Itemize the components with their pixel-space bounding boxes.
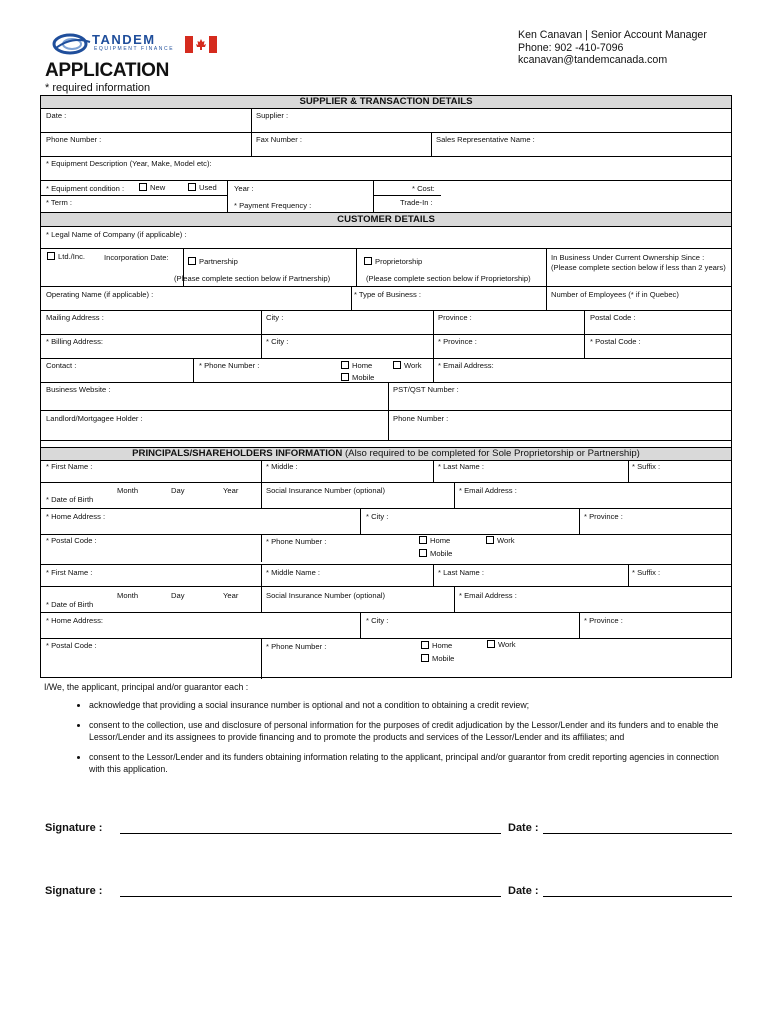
p1-dob-field[interactable]: * Date of Birth: [46, 495, 94, 504]
checkbox-icon[interactable]: [139, 183, 147, 191]
application-form: [40, 95, 732, 678]
proprietorship-note: (Please complete section below if Proprietorship): [366, 274, 531, 283]
logo-wordmark: TANDEM: [92, 32, 156, 47]
p2-home-address-field[interactable]: * Home Address:: [46, 616, 103, 625]
partnership-option[interactable]: Partnership: [188, 257, 238, 266]
ltd-inc-option[interactable]: Ltd./Inc.: [47, 252, 85, 261]
p1-mobile-option[interactable]: Mobile: [419, 549, 452, 558]
checkbox-icon[interactable]: [188, 257, 196, 265]
ownership-note: (Please complete section below if less than 2 years): [551, 263, 726, 272]
p2-last-name-field[interactable]: * Last Name :: [438, 568, 485, 577]
checkbox-icon[interactable]: [421, 654, 429, 662]
p1-middle-field[interactable]: * Middle :: [266, 462, 298, 471]
payment-frequency-field[interactable]: * Payment Frequency :: [234, 201, 312, 210]
signature-line-1[interactable]: [120, 833, 501, 834]
mailing-postal-code-field[interactable]: Postal Code :: [590, 313, 636, 322]
date-label-2: Date :: [508, 885, 539, 897]
p1-month: Month: [117, 486, 139, 495]
billing-address-field[interactable]: * Billing Address:: [46, 337, 103, 346]
consent-list: [44, 700, 734, 776]
p2-month: Month: [117, 591, 139, 600]
contact-email-field[interactable]: * Email Address:: [438, 361, 494, 370]
signature-line-2[interactable]: [120, 896, 501, 897]
contact-home-option[interactable]: Home: [341, 361, 372, 370]
contact-info: [518, 29, 707, 67]
checkbox-icon[interactable]: [487, 640, 495, 648]
checkbox-icon[interactable]: [419, 549, 427, 557]
billing-postal-code-field[interactable]: * Postal Code :: [590, 337, 641, 346]
page-title: APPLICATION: [45, 60, 170, 81]
p2-city-field[interactable]: * City :: [366, 616, 389, 625]
mailing-address-field[interactable]: Mailing Address :: [46, 313, 104, 322]
checkbox-icon[interactable]: [421, 641, 429, 649]
logo-subtext: EQUIPMENT FINANCE: [94, 46, 175, 52]
type-of-business-field[interactable]: * Type of Business :: [354, 290, 421, 299]
checkbox-icon[interactable]: [486, 536, 494, 544]
fax-field[interactable]: Fax Number :: [256, 135, 302, 144]
supplier-section-heading: SUPPLIER & TRANSACTION DETAILS: [41, 96, 731, 108]
year-field[interactable]: Year :: [234, 184, 254, 193]
website-field[interactable]: Business Website :: [46, 385, 111, 394]
p1-first-name-field[interactable]: * First Name :: [46, 462, 93, 471]
required-note: * required information: [45, 82, 151, 94]
mailing-province-field[interactable]: Province :: [438, 313, 472, 322]
billing-province-field[interactable]: * Province :: [438, 337, 477, 346]
legal-name-field[interactable]: * Legal Name of Company (if applicable) :: [46, 230, 187, 239]
partnership-note: (Please complete section below if Partnership): [174, 274, 331, 283]
trade-in-field[interactable]: Trade-In :: [400, 198, 433, 207]
contact-field[interactable]: Contact :: [46, 361, 77, 370]
contact-work-option[interactable]: Work: [393, 361, 422, 370]
supplier-field[interactable]: Supplier :: [256, 111, 289, 120]
p2-province-field[interactable]: * Province :: [584, 616, 623, 625]
checkbox-icon[interactable]: [47, 252, 55, 260]
signature-label-1: Signature :: [45, 822, 103, 834]
contact-phone: Phone: 902 -410-7096: [518, 41, 624, 54]
p1-home-option[interactable]: Home: [419, 536, 450, 545]
proprietorship-option[interactable]: Proprietorship: [364, 257, 422, 266]
p1-year: Year: [223, 486, 239, 495]
p2-sin-field[interactable]: Social Insurance Number (optional): [266, 591, 386, 600]
condition-new-option[interactable]: New: [139, 183, 165, 192]
contact-phone-field[interactable]: * Phone Number :: [199, 361, 260, 370]
p2-work-option[interactable]: Work: [487, 640, 516, 649]
checkbox-icon[interactable]: [419, 536, 427, 544]
p2-year: Year: [223, 591, 239, 600]
p1-postal-code-field[interactable]: * Postal Code :: [46, 536, 97, 545]
p1-last-name-field[interactable]: * Last Name :: [438, 462, 485, 471]
landlord-phone-field[interactable]: Phone Number :: [393, 414, 449, 423]
p2-phone-field[interactable]: * Phone Number :: [266, 642, 327, 651]
sales-rep-field[interactable]: Sales Representative Name :: [436, 135, 535, 144]
p1-sin-field[interactable]: Social Insurance Number (optional): [266, 486, 386, 495]
consent-section: [44, 682, 734, 784]
principals-section-heading: PRINCIPALS/SHAREHOLDERS INFORMATION (Also required to be completed for Sole Proprietorship or Partnership): [41, 447, 731, 460]
date-line-2[interactable]: [543, 896, 732, 897]
consent-intro: I/We, the applicant, principal and/or guarantor each :: [44, 682, 249, 692]
ownership-since-field[interactable]: In Business Under Current Ownership Since :: [551, 253, 705, 262]
p2-postal-code-field[interactable]: * Postal Code :: [46, 641, 97, 650]
incorporation-date-field[interactable]: Incorporation Date:: [104, 253, 169, 262]
contact-name: Ken Canavan | Senior Account Manager: [518, 29, 707, 41]
date-line-1[interactable]: [543, 833, 732, 834]
landlord-field[interactable]: Landlord/Mortgagee Holder :: [46, 414, 143, 423]
checkbox-icon[interactable]: [341, 361, 349, 369]
p1-suffix-field[interactable]: * Suffix :: [632, 462, 661, 471]
operating-name-field[interactable]: Operating Name (if applicable) :: [46, 290, 154, 299]
checkbox-icon[interactable]: [393, 361, 401, 369]
mailing-city-field[interactable]: City :: [266, 313, 284, 322]
employees-field[interactable]: Number of Employees (* if in Quebec): [551, 290, 679, 299]
pst-qst-field[interactable]: PST/QST Number :: [393, 385, 459, 394]
p1-home-address-field[interactable]: * Home Address :: [46, 512, 106, 521]
term-field[interactable]: * Term :: [46, 198, 73, 207]
p1-work-option[interactable]: Work: [486, 536, 515, 545]
tandem-logo: [52, 32, 220, 56]
checkbox-icon[interactable]: [364, 257, 372, 265]
contact-email: kcanavan@tandemcanada.com: [518, 54, 668, 66]
p1-phone-field[interactable]: * Phone Number :: [266, 537, 327, 546]
p1-city-field[interactable]: * City :: [366, 512, 389, 521]
supplier-phone-field[interactable]: Phone Number :: [46, 135, 102, 144]
date-field[interactable]: Date :: [46, 111, 67, 120]
p1-email-field[interactable]: * Email Address :: [459, 486, 517, 495]
billing-city-field[interactable]: * City :: [266, 337, 289, 346]
consent-item: • consent to the Lessor/Lender and its funders obtaining information relating to the applicant, principal and/or guarantor from credit reporting agencies in connection with this application.: [89, 752, 734, 775]
condition-used-option[interactable]: Used: [188, 183, 217, 192]
p2-first-name-field[interactable]: * First Name :: [46, 568, 93, 577]
consent-item: • consent to the collection, use and disclosure of personal information for the purposes of credit adjudication by the Lessor/Lender and its funders and to enable the Lessor/Lender and its assignees to provide financing and to promote the products and services of the Lessor/Lender and its affiliates; and: [89, 720, 734, 743]
checkbox-icon[interactable]: [188, 183, 196, 191]
cost-field[interactable]: * Cost:: [412, 184, 435, 193]
contact-mobile-option[interactable]: Mobile: [341, 373, 374, 382]
p2-suffix-field[interactable]: * Suffix :: [632, 568, 661, 577]
p2-day: Day: [171, 591, 185, 600]
p2-home-option[interactable]: Home: [421, 641, 452, 650]
p1-day: Day: [171, 486, 185, 495]
p1-province-field[interactable]: * Province :: [584, 512, 623, 521]
customer-section-heading: CUSTOMER DETAILS: [41, 213, 731, 226]
checkbox-icon[interactable]: [341, 373, 349, 381]
p2-email-field[interactable]: * Email Address :: [459, 591, 517, 600]
equipment-condition-label: * Equipment condition :: [46, 184, 125, 193]
p2-dob-field[interactable]: * Date of Birth: [46, 600, 94, 609]
equipment-description-field[interactable]: * Equipment Description (Year, Make, Model etc):: [46, 159, 212, 168]
canada-flag-icon: [185, 36, 217, 53]
p2-mobile-option[interactable]: Mobile: [421, 654, 454, 663]
date-label-1: Date :: [508, 822, 539, 834]
signature-label-2: Signature :: [45, 885, 103, 897]
p2-middle-name-field[interactable]: * Middle Name :: [266, 568, 321, 577]
consent-item: • acknowledge that providing a social insurance number is optional and not a condition to obtaining a credit review;: [89, 700, 734, 712]
